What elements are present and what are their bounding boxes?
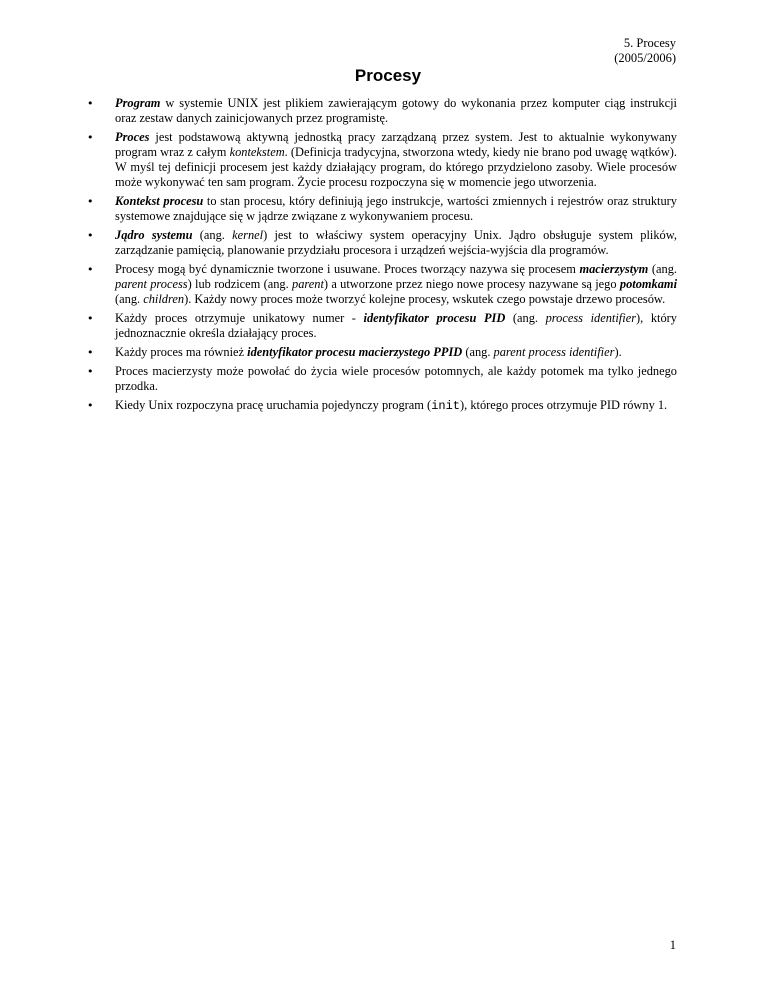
bold-italic-term: macierzystym — [579, 262, 649, 276]
text-segment: ) jest to właściwy system operacyjny Unix. Jądro obsługuje system plików, zarządzanie pamięcią, planowanie przydziału procesora i urządzeń wejścia-wyjścia dla programów. — [115, 228, 677, 257]
text-segment: Każdy proces ma również — [115, 345, 248, 359]
text-segment: ), który jednoznacznie określa działający proces. — [115, 311, 677, 340]
italic-term: kontekstem — [229, 145, 285, 159]
text-segment: (ang. — [115, 292, 144, 306]
bullet-item — [115, 398, 677, 414]
code-term: init — [431, 399, 460, 413]
text-segment: w systemie UNIX jest plikiem zawierającym gotowy do wykonania przez komputer ciąg instrukcji oraz zestaw danych zainicjowanych przez programistę. — [115, 96, 677, 125]
bold-italic-term: Kontekst procesu — [115, 194, 204, 208]
text-segment: . (Definicja tradycyjna, stworzona wtedy, kiedy nie brano pod uwagę wątków). W myśl tej definicji procesem jest każdy działający program, do którego przydzielono zasoby. Wiele procesów może wykonywać ten sam program. Życie procesu rozpoczyna się w momencie jego utworzenia. — [115, 145, 678, 189]
text-segment: (ang. — [648, 262, 677, 276]
bold-italic-term: potomkami — [619, 277, 678, 291]
text-segment: (ang. — [462, 345, 494, 359]
text-segment: jest podstawową aktywną jednostką pracy zarządzaną przez system. Jest to aktualnie wykonywany program wraz z całym — [115, 130, 677, 159]
text-segment: (ang. — [505, 311, 546, 325]
bold-italic-term: Program — [115, 96, 161, 110]
chapter-label: 5. Procesy — [623, 36, 676, 50]
text-segment: to stan procesu, który definiują jego instrukcje, wartości zmiennych i rejestrów oraz struktury systemowe znajdujące się w jądrze związane z wykonywaniem procesu. — [115, 194, 677, 223]
bullet-item — [115, 96, 677, 126]
page-title: Procesy — [354, 66, 422, 85]
text-segment: Proces macierzysty może powołać do życia wiele procesów potomnych, ale każdy potomek ma tylko jednego przodka. — [115, 364, 677, 393]
italic-term: process identifier — [545, 311, 637, 325]
bold-italic-term: Proces — [115, 130, 150, 144]
bold-italic-term: identyfikator procesu PID — [363, 311, 506, 325]
bold-italic-term: identyfikator procesu macierzystego PPID — [247, 345, 463, 359]
page-header — [614, 36, 676, 66]
academic-year: (2005/2006) — [614, 51, 676, 65]
italic-term: parent — [292, 277, 324, 291]
text-segment: Procesy mogą być dynamicznie tworzone i usuwane. Proces tworzący nazywa się procesem — [115, 262, 580, 276]
text-segment: ). Każdy nowy proces może tworzyć kolejne procesy, wskutek czego powstaje drzewo procesów. — [184, 292, 666, 306]
bold-italic-term: Jądro systemu — [115, 228, 193, 242]
text-segment: ), którego proces otrzymuje PID równy 1. — [460, 398, 668, 412]
text-segment: Kiedy Unix rozpoczyna pracę uruchamia pojedynczy program ( — [115, 398, 432, 412]
text-segment: (ang. — [192, 228, 233, 242]
italic-term: children — [143, 292, 185, 306]
italic-term: parent process — [115, 277, 188, 291]
bullet-item — [115, 364, 677, 394]
bullet-item — [115, 194, 677, 224]
text-segment: Każdy proces otrzymuje unikatowy numer - — [115, 311, 364, 325]
text-segment: ). — [614, 345, 622, 359]
bullet-item — [115, 130, 677, 190]
bullet-item — [115, 228, 677, 258]
bullet-list — [115, 96, 677, 418]
page-number: 1 — [669, 938, 676, 952]
bullet-item — [115, 345, 677, 360]
text-segment: ) a utworzone przez niego nowe procesy nazywane są jego — [323, 277, 620, 291]
italic-term: kernel — [232, 228, 264, 242]
text-segment: ) lub rodzicem (ang. — [187, 277, 293, 291]
bullet-item — [115, 311, 677, 341]
italic-term: parent process identifier — [493, 345, 615, 359]
bullet-item — [115, 262, 677, 307]
